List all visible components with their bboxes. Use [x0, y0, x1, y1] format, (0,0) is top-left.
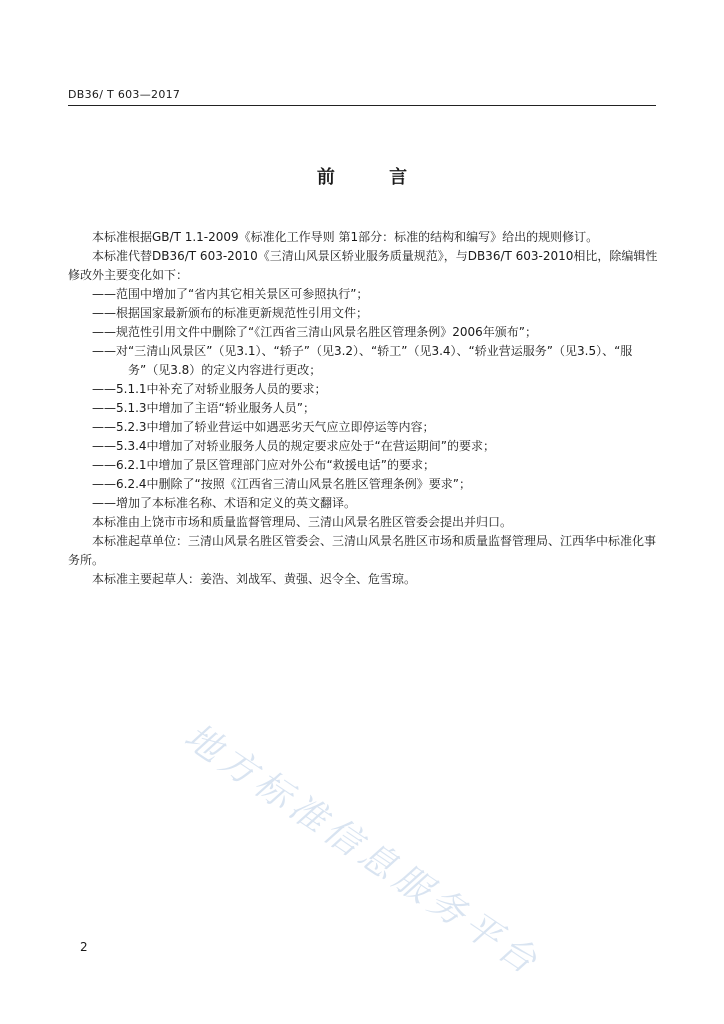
change-item: ——6.2.4中删除了“按照《江西省三清山风景名胜区管理条例》要求”；	[92, 477, 471, 491]
section-title: 前 言	[316, 167, 432, 188]
change-item: ——根据国家最新颁布的标准更新规范性引用文件；	[92, 306, 369, 320]
change-item: ——5.1.1中补充了对轿业服务人员的要求；	[92, 382, 327, 396]
change-item: ——5.2.3中增加了轿业营运中如遇恶劣天气应立即停运等内容；	[92, 420, 435, 434]
change-item: ——5.3.4中增加了对轿业服务人员的规定要求应处于“在营运期间”的要求；	[92, 439, 495, 453]
change-item: ——5.1.3中增加了主语“轿业服务人员”；	[92, 401, 315, 415]
document-code-header: DB36/ T 603—2017	[68, 88, 181, 101]
paragraph-proposer: 本标准由上饶市市场和质量监督管理局、三清山风景名胜区管委会提出并归口。	[92, 515, 513, 529]
change-item: ——范围中增加了“省内其它相关景区可参照执行”；	[92, 287, 369, 301]
page-number: 2	[80, 940, 88, 954]
paragraph-replaces: 本标准代替DB36/T 603-2010《三清山风景区轿业服务质量规范》，与DB36/T 603-2010相比，除编辑性修改外主要变化如下：	[68, 249, 658, 282]
foreword-body	[68, 228, 658, 589]
watermark: 地方标准信息服务平台	[176, 715, 548, 985]
change-item: ——增加了本标准名称、术语和定义的英文翻译。	[92, 496, 357, 510]
change-item: ——6.2.1中增加了景区管理部门应对外公布“救援电话”的要求；	[92, 458, 435, 472]
header-rule	[68, 105, 656, 106]
change-item: ——规范性引用文件中删除了“《江西省三清山风景名胜区管理条例》2006年颁布”；	[92, 325, 537, 339]
change-item: ——对“三清山风景区”（见3.1）、“轿子”（见3.2）、“轿工”（见3.4）、“轿业营运服务”（见3.5）、“服务”（见3.8）的定义内容进行更改；	[92, 344, 633, 377]
paragraph-basis: 本标准根据GB/T 1.1-2009《标准化工作导则 第1部分：标准的结构和编写》给出的规则修订。	[92, 230, 599, 244]
paragraph-drafting-units: 本标准起草单位：三清山风景名胜区管委会、三清山风景名胜区市场和质量监督管理局、江西华中标准化事务所。	[68, 534, 657, 567]
paragraph-drafters: 本标准主要起草人：姜浩、刘战军、黄强、迟令全、危雪琼。	[92, 572, 417, 586]
